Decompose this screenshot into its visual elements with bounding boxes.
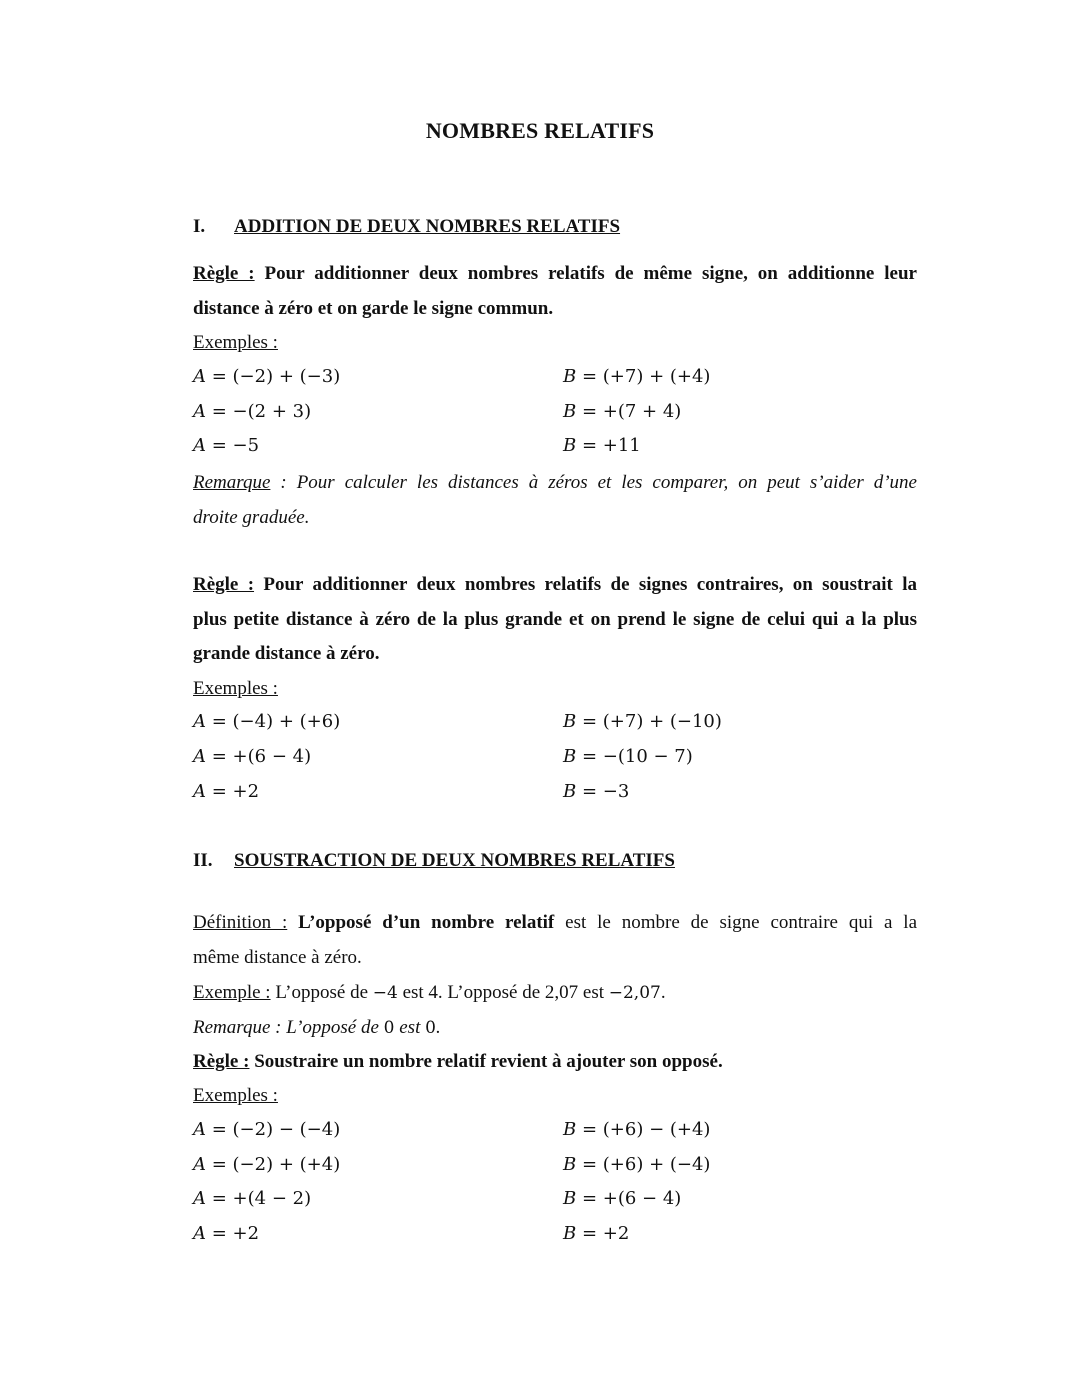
rule-text: Pour additionner deux nombres relatifs de même signe, on additionne leur <box>264 263 917 284</box>
example-a-line: A = (−2) + (+4) <box>193 1154 341 1175</box>
rule-label: Règle : <box>193 263 255 284</box>
example-b-line: B = −(10 − 7) <box>563 746 693 767</box>
examples-label: Exemples : <box>193 1085 278 1106</box>
remark-line-1: Remarque : Pour calculer les distances à zéros et les comparer, on peut s’aider d’une <box>193 472 917 493</box>
example-a-line: A = −5 <box>193 435 260 456</box>
example-b-line: B = +2 <box>563 1223 630 1244</box>
example-a-line: A = (−2) − (−4) <box>193 1119 341 1140</box>
example-a-line: A = +2 <box>193 1223 260 1244</box>
rule-text: Pour additionner deux nombres relatifs de signes contraires, on soustrait la <box>263 574 917 595</box>
rule-label: Règle : <box>193 574 255 595</box>
example-b-line: B = (+6) − (+4) <box>563 1119 711 1140</box>
example-b-line: B = (+6) + (−4) <box>563 1154 711 1175</box>
rule-text: Soustraire un nombre relatif revient à ajouter son opposé. <box>254 1051 723 1072</box>
definition-term: L’opposé d’un nombre relatif <box>298 912 555 933</box>
section-heading-1 <box>193 216 620 238</box>
rule-2-line-3: grande distance à zéro. <box>193 643 380 664</box>
rule-2-line-2: plus petite distance à zéro de la plus grande et on prend le signe de celui qui a la plus <box>193 609 917 630</box>
example-b-line: B = (+7) + (−10) <box>563 711 722 732</box>
example-b-line: B = +11 <box>563 435 641 456</box>
definition-line-2: même distance à zéro. <box>193 947 362 968</box>
example-a-line: A = +2 <box>193 781 260 802</box>
example-a-line: A = +(6 − 4) <box>193 746 312 767</box>
example-b-line: B = −3 <box>563 781 630 802</box>
rule-1-line-1 <box>193 262 917 286</box>
example-line: Exemple : L’opposé de −4 est 4. L’opposé de 2,07 est −2,07. <box>193 982 666 1003</box>
examples-label: Exemples : <box>193 332 278 353</box>
examples-label: Exemples : <box>193 678 278 699</box>
section-number: II. <box>193 850 213 871</box>
example-b-line: B = +(6 − 4) <box>563 1188 682 1209</box>
example-a-line: A = (−2) + (−3) <box>193 366 341 387</box>
example-a-line: A = (−4) + (+6) <box>193 711 341 732</box>
section-heading-2 <box>193 850 675 872</box>
definition-label: Définition : <box>193 912 288 933</box>
example-b-line: B = (+7) + (+4) <box>563 366 711 387</box>
remark-line-2: droite graduée. <box>193 507 310 528</box>
rule-1-line-2: distance à zéro et on garde le signe commun. <box>193 298 554 319</box>
example-a-line: A = −(2 + 3) <box>193 401 312 422</box>
section-title: SOUSTRACTION DE DEUX NOMBRES RELATIFS <box>234 850 675 871</box>
section-number: I. <box>193 216 206 237</box>
page-title: NOMBRES RELATIFS <box>425 118 655 143</box>
rule-3 <box>193 1050 917 1074</box>
remark-opposite: Remarque : L’opposé de 0 est 0. <box>193 1017 441 1038</box>
example-b-line: B = +(7 + 4) <box>563 401 682 422</box>
section-title: ADDITION DE DEUX NOMBRES RELATIFS <box>234 216 621 237</box>
rule-2-line-1 <box>193 573 917 597</box>
example-a-line: A = +(4 − 2) <box>193 1188 312 1209</box>
definition-line-1: Définition : L’opposé d’un nombre relatif est le nombre de signe contraire qui a la <box>193 912 918 933</box>
rule-label: Règle : <box>193 1051 250 1072</box>
remark-label: Remarque <box>193 472 271 493</box>
example-label: Exemple : <box>193 982 271 1003</box>
